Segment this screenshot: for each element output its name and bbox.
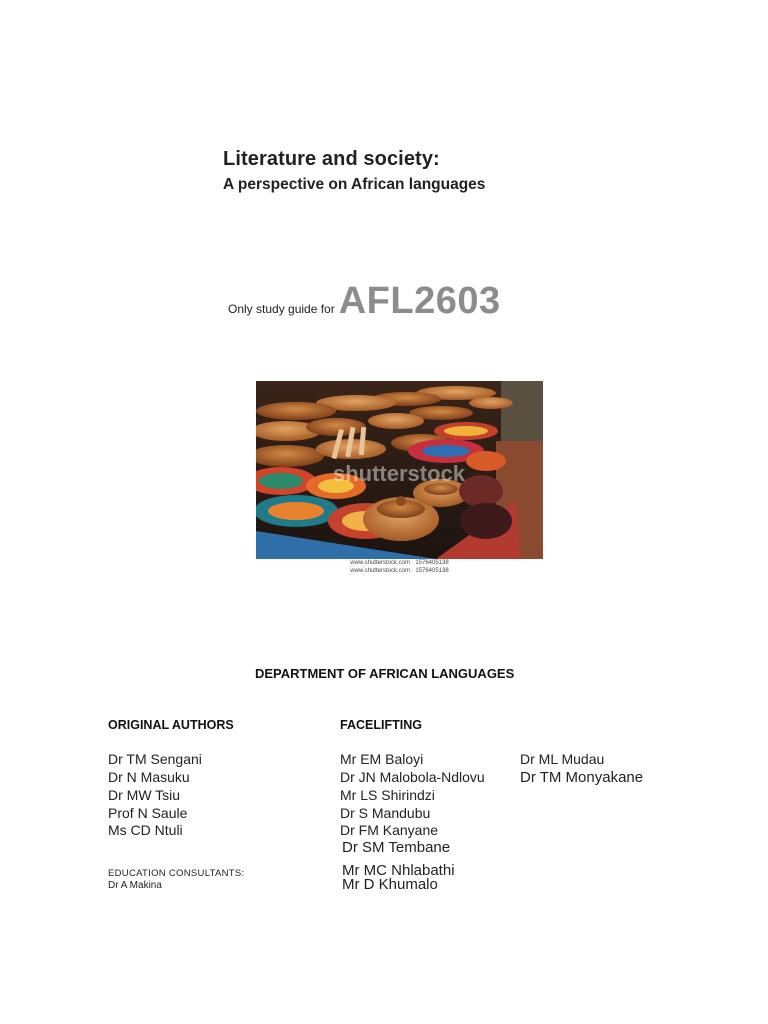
facelifting-author: Dr SM Tembane [342,839,451,856]
facelifting-author: Mr EM Baloyi [340,751,424,767]
document-subtitle: A perspective on African languages [223,176,486,193]
consultants-heading: EDUCATION CONSULTANTS: [108,868,245,879]
facelifting-author: Dr S Mandubu [340,805,431,821]
facelifting-author: Dr JN Malobola-Ndlovu [340,769,485,785]
course-code: AFL2603 [338,280,501,322]
original-author: Dr MW Tsiu [108,787,181,803]
facelifting-author: Mr D Khumalo [342,876,438,893]
facelifting-author: Dr ML Mudau [520,751,605,767]
watermark-text: shutterstock [332,461,466,486]
original-author: Dr N Masuku [108,769,190,785]
original-authors-heading: ORIGINAL AUTHORS [108,718,234,732]
facelifting-author: Dr FM Kanyane [340,822,439,838]
cover-photo [256,381,543,559]
facelifting-author: Dr TM Monyakane [520,769,644,786]
original-author: Prof N Saule [108,805,188,821]
photo-credit: www.shutterstock.com · 1576405138 [350,560,449,566]
photo-credit-secondary: www.shutterstock.com · 1576405138 [350,568,449,574]
department-heading: DEPARTMENT OF AFRICAN LANGUAGES [255,666,515,681]
facelifting-author: Mr MC Nhlabathi [342,862,455,879]
original-author: Dr TM Sengani [108,751,202,767]
facelifting-author: Mr LS Shirindzi [340,787,435,803]
consultant-name: Dr A Makina [108,880,162,891]
study-guide-prefix: Only study guide for [228,302,335,316]
facelifting-heading: FACELIFTING [340,718,422,732]
course-line [228,280,501,323]
document-title: Literature and society: [223,148,440,170]
original-author: Ms CD Ntuli [108,822,183,838]
